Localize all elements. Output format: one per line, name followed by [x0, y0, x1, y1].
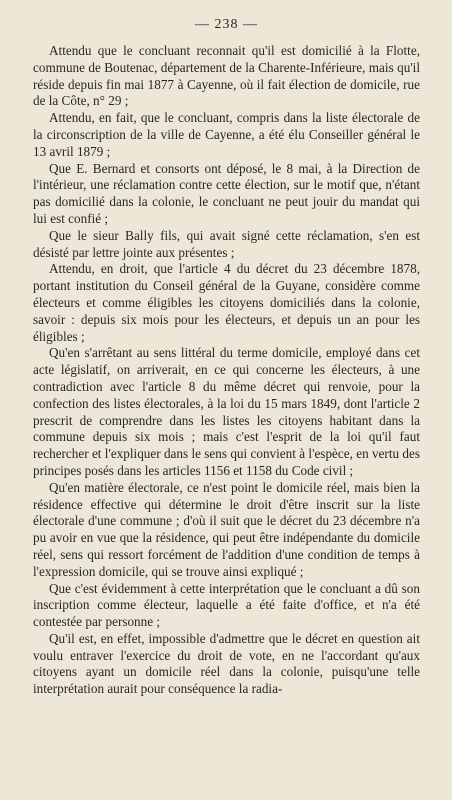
paragraph-9: Qu'il est, en effet, impossible d'admettre que le décret en question ait voulu entraver l'exercice du droit de vote, en ne l'accordant qu'aux citoyens ayant un domicile réel dans la colonie, puisqu'une telle interprétation aurait pour conséquence la radia- — [33, 630, 420, 697]
paragraph-8: Que c'est évidemment à cette interprétation que le concluant a dû son inscription comme électeur, laquelle a été faite d'office, et n'a été contestée par personne ; — [33, 580, 420, 630]
page-number: — 238 — — [195, 17, 258, 32]
paragraph-2: Attendu, en fait, que le concluant, compris dans la liste électorale de la circonscription de la ville de Cayenne, a été élu Conseiller général le 13 avril 1879 ; — [33, 110, 420, 159]
paragraph-7: Qu'en matière électorale, ce n'est point le domicile réel, mais bien la résidence effective qui détermine le droit d'être inscrit sur la liste électorale d'une commune ; d'où il suit que le décret du 23 décembre n'a pu avoir en vue que la résidence, qui peut être indépendante du domicile réel, sens qui ressort forcément de l'addition d'une condition de temps à l'expression domicile, qui se trouve ainsi expliqué ; — [33, 479, 420, 579]
paragraph-1: Attendu que le concluant reconnait qu'il est domicilié à la Flotte, commune de Boutenac, département de la Charente-Inférieure, mais qu'il réside depuis fin mai 1877 à Cayenne, où il fait élection de domicile, rue de la Côte, n° 29 ; — [33, 43, 420, 109]
paragraph-4: Que le sieur Bally fils, qui avait signé cette réclamation, s'en est désisté par lettre jointe aux présentes ; — [33, 227, 420, 260]
paragraph-3: Que E. Bernard et consorts ont déposé, le 8 mai, à la Direction de l'intérieur, une réclamation contre cette élection, sur le motif que, n'étant pas domicilié dans la colonie, le concluant ne peut jouir du mandat qui lui est confié ; — [33, 160, 420, 226]
paragraph-6: Qu'en s'arrêtant au sens littéral du terme domicile, employé dans cet acte législatif, on arriverait, en ce qui concerne les électeurs, à une contradiction avec l'article 8 du même décret qui renvoie, pour la confection des listes électorales, à la loi du 15 mars 1849, dont l'article 2 prescrit de comprendre dans les listes les citoyens habitant dans la commune depuis six mois ; mais c'est l'esprit de la loi qu'il faut rechercher et l'expliquer dans le sens qui convient à l'espèce, en vertu des principes posés dans les articles 1156 et 1158 du Code civil ; — [33, 345, 420, 478]
paragraph-5: Attendu, en droit, que l'article 4 du décret du 23 décembre 1878, portant institution du Conseil général de la Guyane, considère comme électeurs et comme éligibles les citoyens domiciliés dans la colonie, savoir : depuis six mois pour les électeurs, et depuis un an pour les éligibles ; — [33, 261, 420, 344]
body-text — [33, 43, 420, 698]
